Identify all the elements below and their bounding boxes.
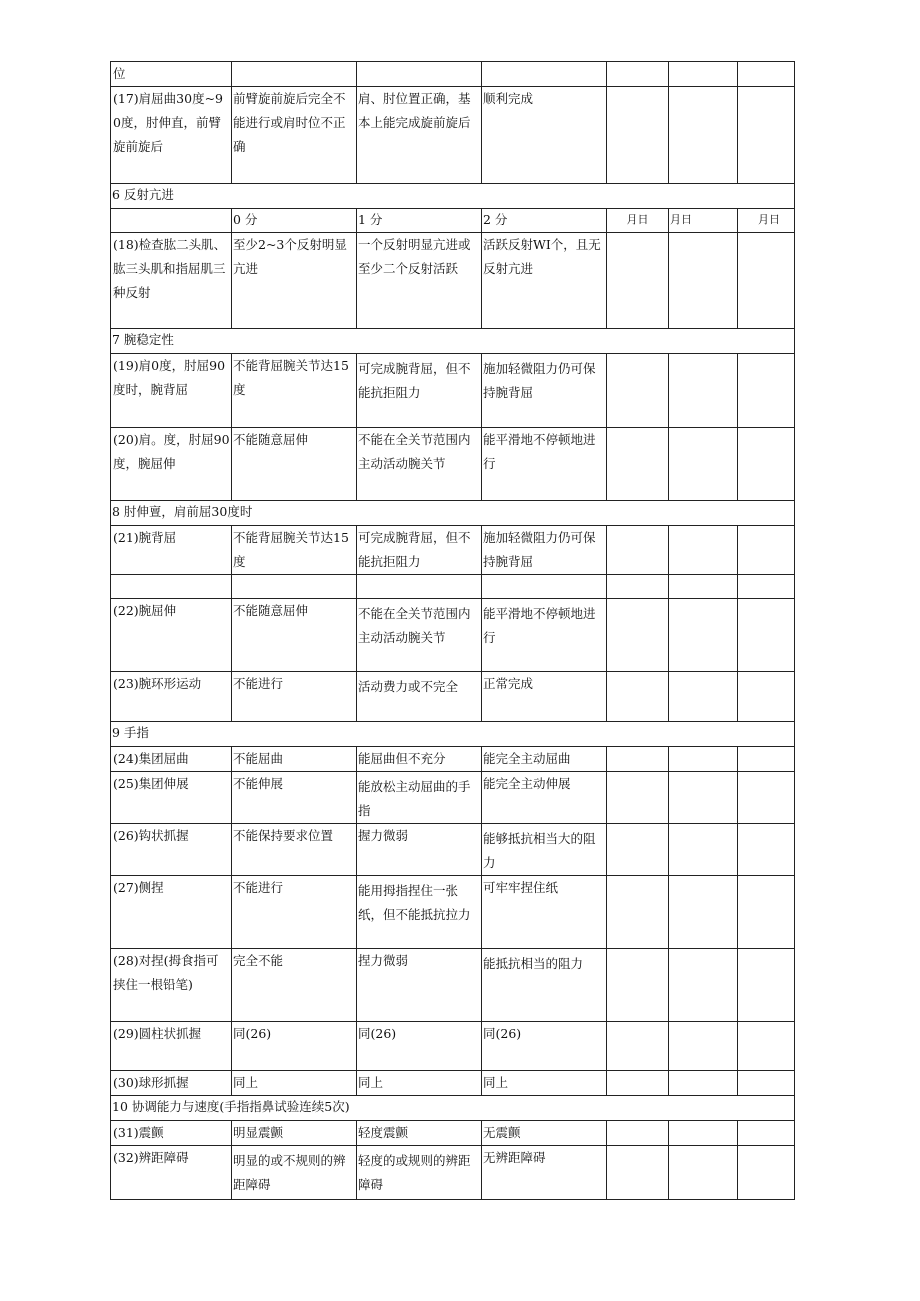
item-cell: (19)肩0度，肘屈90度时，腕背屈 bbox=[111, 354, 232, 428]
empty-cell bbox=[607, 575, 669, 599]
date-cell bbox=[607, 599, 669, 672]
score-2-cell: 能平滑地不停顿地进行 bbox=[482, 599, 607, 672]
date-cell bbox=[607, 747, 669, 772]
item-cell: (25)集团伸展 bbox=[111, 772, 232, 824]
date-cell bbox=[669, 1022, 738, 1071]
date-cell bbox=[669, 747, 738, 772]
date-cell bbox=[669, 62, 738, 87]
date-cell bbox=[669, 672, 738, 722]
date-cell bbox=[607, 233, 669, 329]
score-1-cell: 同(26) bbox=[357, 1022, 482, 1071]
date-cell bbox=[669, 599, 738, 672]
header-date-1: 月日 bbox=[607, 209, 669, 233]
section-row bbox=[111, 184, 795, 209]
item-cell: (21)腕背屈 bbox=[111, 526, 232, 575]
date-cell bbox=[607, 824, 669, 876]
table-row bbox=[111, 354, 795, 428]
date-cell bbox=[738, 772, 795, 824]
score-1-cell: 肩、肘位置正确，基本上能完成旋前旋后 bbox=[357, 87, 482, 184]
date-cell bbox=[669, 354, 738, 428]
date-cell bbox=[669, 428, 738, 501]
section-title: 9 手指 bbox=[111, 722, 795, 747]
table-row bbox=[111, 62, 795, 87]
table-row bbox=[111, 1146, 795, 1200]
score-1-cell: 不能在全关节范围内主动活动腕关节 bbox=[357, 428, 482, 501]
empty-cell bbox=[669, 575, 738, 599]
score-0-cell: 不能屈曲 bbox=[232, 747, 357, 772]
date-cell bbox=[607, 1146, 669, 1200]
item-cell: (22)腕屈伸 bbox=[111, 599, 232, 672]
item-cell: (26)钩状抓握 bbox=[111, 824, 232, 876]
score-0-cell: 不能保持要求位置 bbox=[232, 824, 357, 876]
score-0-cell: 不能随意屈伸 bbox=[232, 428, 357, 501]
empty-cell bbox=[232, 575, 357, 599]
score-0-cell: 至少2~3个反射明显亢进 bbox=[232, 233, 357, 329]
section-row bbox=[111, 1096, 795, 1121]
score-2-cell: 能够抵抗相当大的阻力 bbox=[482, 824, 607, 876]
table-row bbox=[111, 1071, 795, 1096]
section-title: 6 反射亢进 bbox=[111, 184, 795, 209]
score-2-cell: 可牢牢捏住纸 bbox=[482, 876, 607, 949]
score-2-cell bbox=[482, 62, 607, 87]
date-cell bbox=[669, 1121, 738, 1146]
item-cell: (24)集团屈曲 bbox=[111, 747, 232, 772]
header-row bbox=[111, 209, 795, 233]
item-cell: (32)辨距障碍 bbox=[111, 1146, 232, 1200]
score-2-cell: 能平滑地不停顿地进行 bbox=[482, 428, 607, 501]
date-cell bbox=[669, 1146, 738, 1200]
section-title: 8 肘伸亶，肩前屈30度时 bbox=[111, 501, 795, 526]
date-cell bbox=[738, 824, 795, 876]
header-date-2: 月日 bbox=[669, 209, 738, 233]
score-0-cell: 明显震颤 bbox=[232, 1121, 357, 1146]
date-cell bbox=[607, 772, 669, 824]
date-cell bbox=[607, 526, 669, 575]
item-cell: (28)对捏(拇食指可挟住一根铅笔) bbox=[111, 949, 232, 1022]
date-cell bbox=[738, 1146, 795, 1200]
date-cell bbox=[607, 62, 669, 87]
date-cell bbox=[607, 949, 669, 1022]
score-0-cell: 不能随意屈伸 bbox=[232, 599, 357, 672]
date-cell bbox=[669, 876, 738, 949]
date-cell bbox=[738, 1121, 795, 1146]
score-1-cell: 轻度震颤 bbox=[357, 1121, 482, 1146]
score-0-cell bbox=[232, 62, 357, 87]
item-cell: (18)检查肱二头肌、肱三头肌和指屈肌三种反射 bbox=[111, 233, 232, 329]
date-cell bbox=[738, 747, 795, 772]
date-cell bbox=[669, 233, 738, 329]
score-2-cell: 能完全主动伸展 bbox=[482, 772, 607, 824]
item-cell: (30)球形抓握 bbox=[111, 1071, 232, 1096]
score-2-cell: 施加轻微阻力仍可保持腕背屈 bbox=[482, 354, 607, 428]
section-row bbox=[111, 501, 795, 526]
empty-cell bbox=[738, 575, 795, 599]
score-0-cell: 不能进行 bbox=[232, 876, 357, 949]
empty-row bbox=[111, 575, 795, 599]
score-1-cell: 可完成腕背屈，但不能抗拒阻力 bbox=[357, 526, 482, 575]
item-cell: (17)肩屈曲30度~90度，肘伸直，前臂旋前旋后 bbox=[111, 87, 232, 184]
score-1-cell: 同上 bbox=[357, 1071, 482, 1096]
header-cell bbox=[111, 209, 232, 233]
date-cell bbox=[669, 526, 738, 575]
table-row bbox=[111, 949, 795, 1022]
score-1-cell: 一个反射明显亢进或至少二个反射活跃 bbox=[357, 233, 482, 329]
date-cell bbox=[607, 672, 669, 722]
score-2-cell: 同(26) bbox=[482, 1022, 607, 1071]
header-score-0: 0 分 bbox=[232, 209, 357, 233]
table-row bbox=[111, 599, 795, 672]
score-0-cell: 不能进行 bbox=[232, 672, 357, 722]
score-2-cell: 正常完成 bbox=[482, 672, 607, 722]
date-cell bbox=[669, 949, 738, 1022]
date-cell bbox=[738, 672, 795, 722]
score-2-cell: 能抵抗相当的阻力 bbox=[482, 949, 607, 1022]
date-cell bbox=[738, 354, 795, 428]
date-cell bbox=[738, 62, 795, 87]
date-cell bbox=[607, 1071, 669, 1096]
date-cell bbox=[669, 1071, 738, 1096]
score-0-cell: 完全不能 bbox=[232, 949, 357, 1022]
table-row bbox=[111, 672, 795, 722]
date-cell bbox=[738, 87, 795, 184]
score-0-cell: 同(26) bbox=[232, 1022, 357, 1071]
score-2-cell: 能完全主动屈曲 bbox=[482, 747, 607, 772]
table-row bbox=[111, 87, 795, 184]
score-1-cell: 活动费力或不完全 bbox=[357, 672, 482, 722]
table-row bbox=[111, 876, 795, 949]
score-0-cell: 不能背屈腕关节达15度 bbox=[232, 526, 357, 575]
item-cell: (27)侧捏 bbox=[111, 876, 232, 949]
section-row bbox=[111, 722, 795, 747]
score-0-cell: 同上 bbox=[232, 1071, 357, 1096]
date-cell bbox=[669, 824, 738, 876]
score-2-cell: 顺利完成 bbox=[482, 87, 607, 184]
date-cell bbox=[669, 772, 738, 824]
date-cell bbox=[738, 1022, 795, 1071]
score-1-cell: 能屈曲但不充分 bbox=[357, 747, 482, 772]
item-cell: 位 bbox=[111, 62, 232, 87]
date-cell bbox=[607, 876, 669, 949]
header-date-3: 月日 bbox=[738, 209, 795, 233]
date-cell bbox=[607, 1022, 669, 1071]
date-cell bbox=[607, 1121, 669, 1146]
date-cell bbox=[607, 354, 669, 428]
score-0-cell: 不能背屈腕关节达15度 bbox=[232, 354, 357, 428]
empty-cell bbox=[357, 575, 482, 599]
score-1-cell: 可完成腕背屈，但不能抗拒阻力 bbox=[357, 354, 482, 428]
score-2-cell: 施加轻微阻力仍可保持腕背屈 bbox=[482, 526, 607, 575]
score-1-cell: 能放松主动屈曲的手指 bbox=[357, 772, 482, 824]
date-cell bbox=[738, 876, 795, 949]
score-0-cell: 不能伸展 bbox=[232, 772, 357, 824]
date-cell bbox=[738, 526, 795, 575]
score-1-cell: 能用拇指捏住一张纸，但不能抵抗拉力 bbox=[357, 876, 482, 949]
score-1-cell: 握力微弱 bbox=[357, 824, 482, 876]
score-2-cell: 无震颤 bbox=[482, 1121, 607, 1146]
score-0-cell: 明显的或不规则的辨距障碍 bbox=[232, 1146, 357, 1200]
score-2-cell: 活跃反射WI个，且无反射亢进 bbox=[482, 233, 607, 329]
assessment-sheet bbox=[110, 61, 794, 1200]
date-cell bbox=[738, 599, 795, 672]
score-0-cell: 前臂旋前旋后完全不能进行或肩时位不正确 bbox=[232, 87, 357, 184]
table-row bbox=[111, 772, 795, 824]
score-2-cell: 无辨距障碍 bbox=[482, 1146, 607, 1200]
table-row bbox=[111, 747, 795, 772]
table-row bbox=[111, 1121, 795, 1146]
table-row bbox=[111, 824, 795, 876]
date-cell bbox=[669, 87, 738, 184]
score-1-cell: 轻度的或规则的辨距障碍 bbox=[357, 1146, 482, 1200]
date-cell bbox=[738, 428, 795, 501]
empty-cell bbox=[111, 575, 232, 599]
date-cell bbox=[607, 87, 669, 184]
empty-cell bbox=[482, 575, 607, 599]
item-cell: (29)圆柱状抓握 bbox=[111, 1022, 232, 1071]
score-2-cell: 同上 bbox=[482, 1071, 607, 1096]
date-cell bbox=[738, 1071, 795, 1096]
header-score-1: 1 分 bbox=[357, 209, 482, 233]
section-title: 10 协调能力与速度(手指指鼻试验连续5次) bbox=[111, 1096, 795, 1121]
score-1-cell bbox=[357, 62, 482, 87]
item-cell: (31)震颤 bbox=[111, 1121, 232, 1146]
table-row bbox=[111, 233, 795, 329]
date-cell bbox=[607, 428, 669, 501]
section-title: 7 腕稳定性 bbox=[111, 329, 795, 354]
section-row bbox=[111, 329, 795, 354]
score-1-cell: 不能在全关节范围内主动活动腕关节 bbox=[357, 599, 482, 672]
table-row bbox=[111, 526, 795, 575]
item-cell: (20)肩。度，肘屈90度，腕屈伸 bbox=[111, 428, 232, 501]
score-1-cell: 捏力微弱 bbox=[357, 949, 482, 1022]
header-score-2: 2 分 bbox=[482, 209, 607, 233]
date-cell bbox=[738, 949, 795, 1022]
date-cell bbox=[738, 233, 795, 329]
table-row bbox=[111, 1022, 795, 1071]
item-cell: (23)腕环形运动 bbox=[111, 672, 232, 722]
table-row bbox=[111, 428, 795, 501]
assessment-table bbox=[110, 61, 795, 1200]
